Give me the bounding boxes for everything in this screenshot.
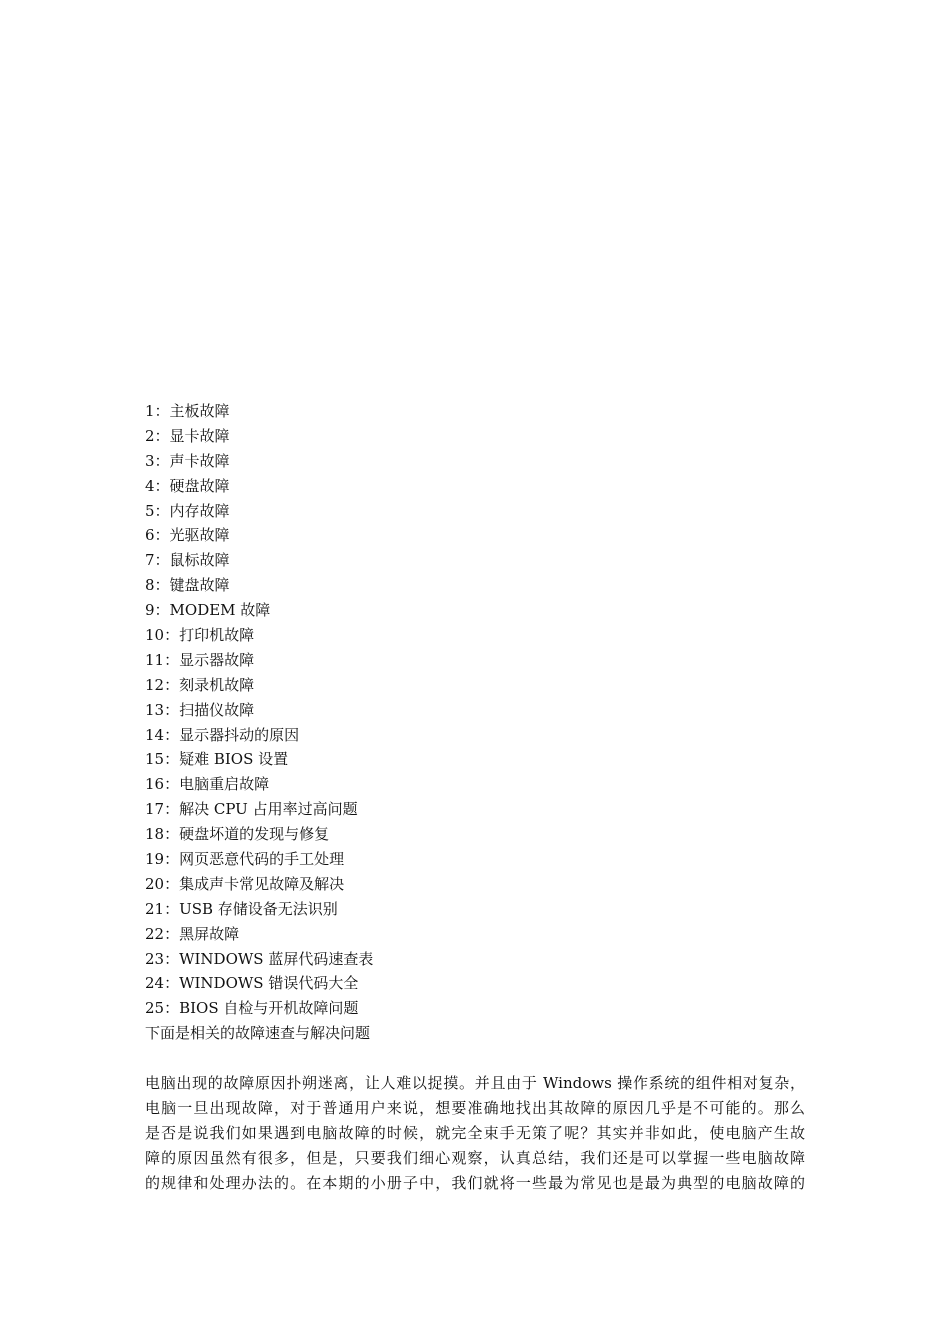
- toc-item-8: 8：键盘故障: [145, 576, 230, 595]
- toc-item-19: 19：网页恶意代码的手工处理: [145, 850, 345, 869]
- toc-item-15: 15：疑难 BIOS 设置: [145, 750, 289, 769]
- body-paragraph: [145, 1071, 805, 1195]
- paragraph-line-1: 电脑出现的故障原因扑朔迷离，让人难以捉摸。并且由于 Windows 操作系统的组件相对复杂，: [145, 1074, 805, 1092]
- toc-item-11: 11：显示器故障: [145, 650, 255, 669]
- toc-item-3: 3：声卡故障: [145, 451, 230, 470]
- paragraph-line-4: 障的原因虽然有很多，但是，只要我们细心观察，认真总结，我们还是可以掌握一些电脑故障: [145, 1148, 805, 1167]
- toc-item-24: 24：WINDOWS 错误代码大全: [145, 974, 359, 993]
- toc-item-10: 10：打印机故障: [145, 626, 255, 645]
- toc-item-23: 23：WINDOWS 蓝屏代码速查表: [145, 949, 374, 968]
- toc-item-7: 7：鼠标故障: [145, 551, 230, 570]
- paragraph-line-2: 电脑一旦出现故障，对于普通用户来说，想要准确地找出其故障的原因几乎是不可能的。那么: [145, 1098, 805, 1117]
- toc-item-1: 1：主板故障: [145, 402, 230, 420]
- toc-item-22: 22：黑屏故障: [145, 924, 240, 943]
- table-of-contents: [145, 399, 805, 1021]
- paragraph-line-3: 是否是说我们如果遇到电脑故障的时候，就完全束手无策了呢？其实并非如此，使电脑产生故: [145, 1123, 805, 1142]
- toc-item-4: 4：硬盘故障: [145, 476, 230, 495]
- toc-item-18: 18：硬盘坏道的发现与修复: [145, 825, 330, 844]
- toc-item-20: 20：集成声卡常见故障及解决: [145, 874, 345, 893]
- toc-item-13: 13：扫描仪故障: [145, 700, 255, 719]
- toc-item-21: 21：USB 存储设备无法识别: [145, 899, 338, 918]
- toc-item-17: 17：解决 CPU 占用率过高问题: [145, 800, 358, 819]
- toc-item-6: 6：光驱故障: [145, 526, 230, 545]
- toc-item-5: 5：内存故障: [145, 501, 230, 520]
- toc-item-14: 14：显示器抖动的原因: [145, 725, 300, 744]
- paragraph-line-5: 的规律和处理办法的。在本期的小册子中，我们就将一些最为常见也是最为典型的电脑故障的: [145, 1173, 805, 1192]
- intro-line: 下面是相关的故障速查与解决问题: [145, 1024, 371, 1042]
- toc-item-9: 9：MODEM 故障: [145, 601, 271, 620]
- toc-item-25: 25：BIOS 自检与开机故障问题: [145, 999, 359, 1018]
- toc-item-2: 2：显卡故障: [145, 426, 230, 445]
- toc-item-12: 12：刻录机故障: [145, 675, 255, 694]
- toc-item-16: 16：电脑重启故障: [145, 775, 270, 794]
